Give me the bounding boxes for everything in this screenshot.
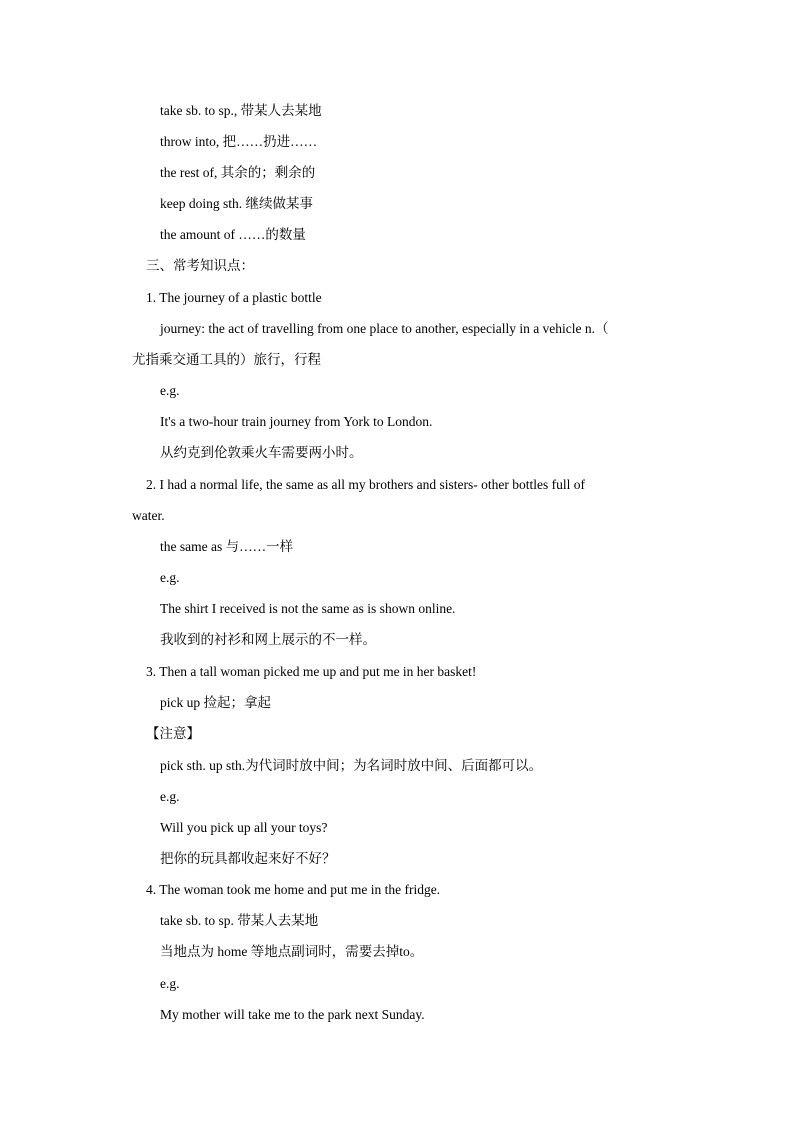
example-chinese: 从约克到伦敦乘火车需要两小时。: [160, 445, 363, 460]
definition-line: journey: the act of travelling from one place to another, especially in a vehicle n.（: [160, 321, 609, 336]
note-text: pick sth. up sth.为代词时放中间；为名词时放中间、后面都可以。: [160, 758, 543, 773]
phrase-line: throw into, 把……扔进……: [160, 134, 318, 149]
phrase-line: take sb. to sp. 带某人去某地: [160, 913, 319, 928]
example-english: My mother will take me to the park next Sunday.: [160, 1007, 425, 1022]
definition-line: 尤指乘交通工具的）旅行，行程: [132, 352, 321, 367]
example-label: e.g.: [160, 570, 180, 585]
point-title: 1. The journey of a plastic bottle: [146, 290, 322, 305]
example-label: e.g.: [160, 789, 180, 804]
phrase-line: take sb. to sp., 带某人去某地: [160, 103, 322, 118]
section-heading: 三、常考知识点：: [146, 258, 254, 273]
note-label: 【注意】: [146, 726, 200, 741]
phrase-line: the amount of ……的数量: [160, 227, 306, 242]
example-english: It's a two-hour train journey from York to London.: [160, 414, 433, 429]
point-title: 2. I had a normal life, the same as all my brothers and sisters- other bottles full of: [146, 477, 586, 492]
phrase-line: the rest of, 其余的；剩余的: [160, 165, 316, 180]
phrase-line: pick up 捡起；拿起: [160, 695, 271, 710]
example-english: The shirt I received is not the same as is shown online.: [160, 601, 456, 616]
example-label: e.g.: [160, 976, 180, 991]
example-label: e.g.: [160, 383, 180, 398]
example-chinese: 把你的玩具都收起来好不好？: [160, 851, 336, 866]
phrase-line: keep doing sth. 继续做某事: [160, 196, 313, 211]
phrase-line: the same as 与……一样: [160, 539, 294, 554]
note-text: 当地点为 home 等地点副词时，需要去掉to。: [160, 944, 424, 959]
example-chinese: 我收到的衬衫和网上展示的不一样。: [160, 632, 376, 647]
point-title: water.: [132, 508, 165, 523]
point-title: 3. Then a tall woman picked me up and put me in her basket!: [146, 664, 477, 679]
point-title: 4. The woman took me home and put me in the fridge.: [146, 882, 441, 897]
example-english: Will you pick up all your toys?: [160, 820, 328, 835]
